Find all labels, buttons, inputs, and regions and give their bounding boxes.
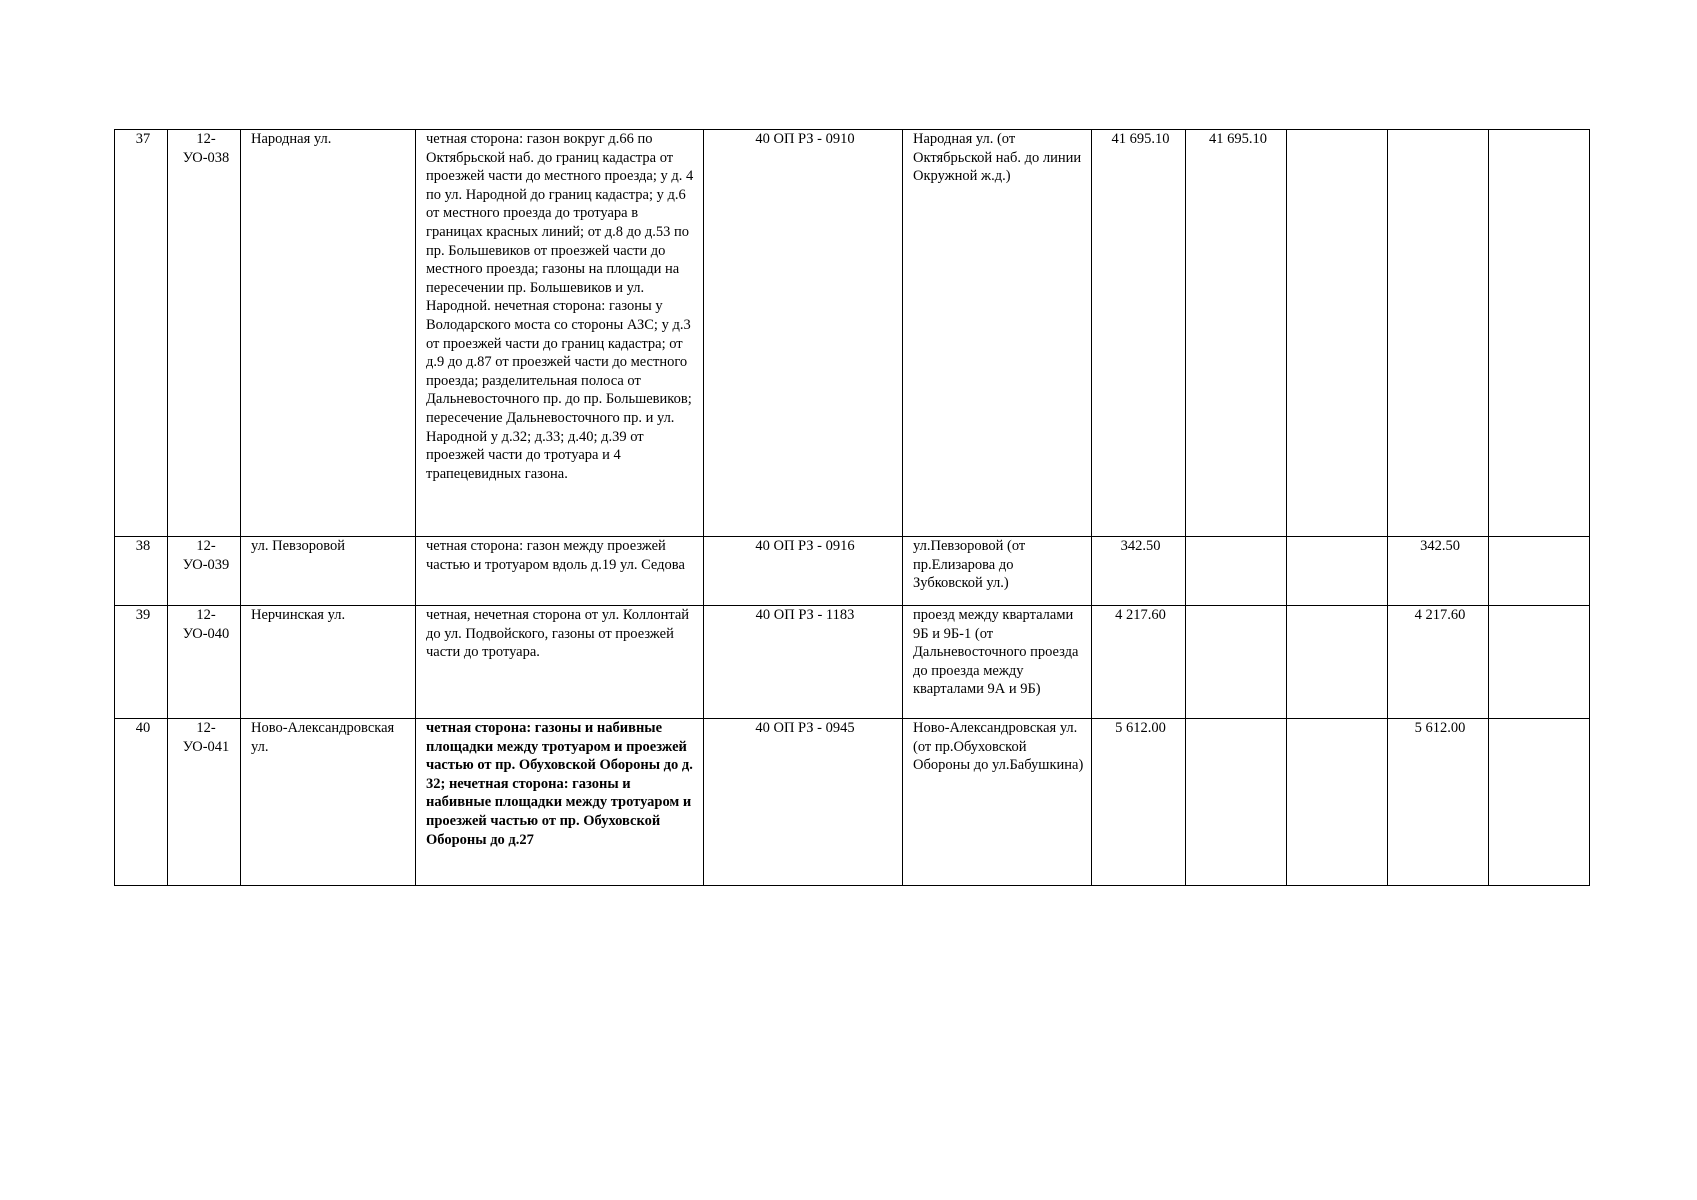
street-name: ул. Певзоровой — [241, 537, 416, 606]
road-name: Ново-Александровская ул. (от пр.Обуховской Обороны до ул.Бабушкина) — [903, 719, 1092, 886]
area-value-3: 5 612.00 — [1388, 719, 1489, 886]
street-name: Ново-Александровская ул. — [241, 719, 416, 886]
registry-number: 40 ОП РЗ - 0916 — [704, 537, 903, 606]
area-value-2 — [1287, 606, 1388, 719]
area-value-4 — [1489, 719, 1590, 886]
object-code: 12-УО-040 — [168, 606, 241, 719]
area-value-3: 4 217.60 — [1388, 606, 1489, 719]
row-number: 40 — [115, 719, 168, 886]
table-row — [115, 537, 1590, 606]
area-total: 342.50 — [1092, 537, 1186, 606]
area-value-4 — [1489, 537, 1590, 606]
road-name: ул.Певзоровой (от пр.Елизарова до Зубковской ул.) — [903, 537, 1092, 606]
table-row — [115, 606, 1590, 719]
object-description: четная сторона: газон вокруг д.66 по Октябрьской наб. до границ кадастра от проезжей части до местного проезда; у д. 4 по ул. Народной до границ кадастра; у д.6 от местного проезда до тротуара в границах красных линий; от д.8 до д.53 по пр. Большевиков от проезжей части до местного проезда; газоны на площади на пересечении пр. Большевиков и ул. Народной. нечетная сторона: газоны у Володарского моста со стороны АЗС; у д.3 от проезжей части до границ кадастра; от д.9 до д.87 от проезжей части до местного проезда; разделительная полоса от Дальневосточного пр. до пр. Большевиков; пересечение Дальневосточного пр. и ул. Народной у д.32; д.33; д.40; д.39 от проезжей части до тротуара и 4 трапецевидных газона. — [416, 130, 704, 537]
area-value-1 — [1186, 606, 1287, 719]
area-value-2 — [1287, 719, 1388, 886]
row-number: 37 — [115, 130, 168, 537]
area-value-1 — [1186, 719, 1287, 886]
row-number: 38 — [115, 537, 168, 606]
object-description: четная сторона: газон между проезжей частью и тротуаром вдоль д.19 ул. Седова — [416, 537, 704, 606]
table-row — [115, 719, 1590, 886]
area-value-4 — [1489, 606, 1590, 719]
area-value-1 — [1186, 537, 1287, 606]
registry-number: 40 ОП РЗ - 0945 — [704, 719, 903, 886]
object-code: 12-УО-039 — [168, 537, 241, 606]
area-value-4 — [1489, 130, 1590, 537]
registry-number: 40 ОП РЗ - 1183 — [704, 606, 903, 719]
street-name: Народная ул. — [241, 130, 416, 537]
area-total: 4 217.60 — [1092, 606, 1186, 719]
row-number: 39 — [115, 606, 168, 719]
object-description: четная, нечетная сторона от ул. Коллонтай до ул. Подвойского, газоны от проезжей части до тротуара. — [416, 606, 704, 719]
road-name: проезд между кварталами 9Б и 9Б-1 (от Дальневосточного проезда до проезда между кварталами 9А и 9Б) — [903, 606, 1092, 719]
registry-number: 40 ОП РЗ - 0910 — [704, 130, 903, 537]
street-name: Нерчинская ул. — [241, 606, 416, 719]
object-code: 12-УО-038 — [168, 130, 241, 537]
area-value-3: 342.50 — [1388, 537, 1489, 606]
area-total: 5 612.00 — [1092, 719, 1186, 886]
object-code: 12-УО-041 — [168, 719, 241, 886]
area-value-3 — [1388, 130, 1489, 537]
area-value-1: 41 695.10 — [1186, 130, 1287, 537]
area-value-2 — [1287, 537, 1388, 606]
area-value-2 — [1287, 130, 1388, 537]
object-description: четная сторона: газоны и набивные площадки между тротуаром и проезжей частью от пр. Обуховской Обороны до д. 32; нечетная сторона: газоны и набивные площадки между тротуаром и проезжей частью от пр. Обуховской Обороны до д.27 — [416, 719, 704, 886]
green-zones-table — [114, 129, 1590, 886]
area-total: 41 695.10 — [1092, 130, 1186, 537]
table-row — [115, 130, 1590, 537]
road-name: Народная ул. (от Октябрьской наб. до линии Окружной ж.д.) — [903, 130, 1092, 537]
